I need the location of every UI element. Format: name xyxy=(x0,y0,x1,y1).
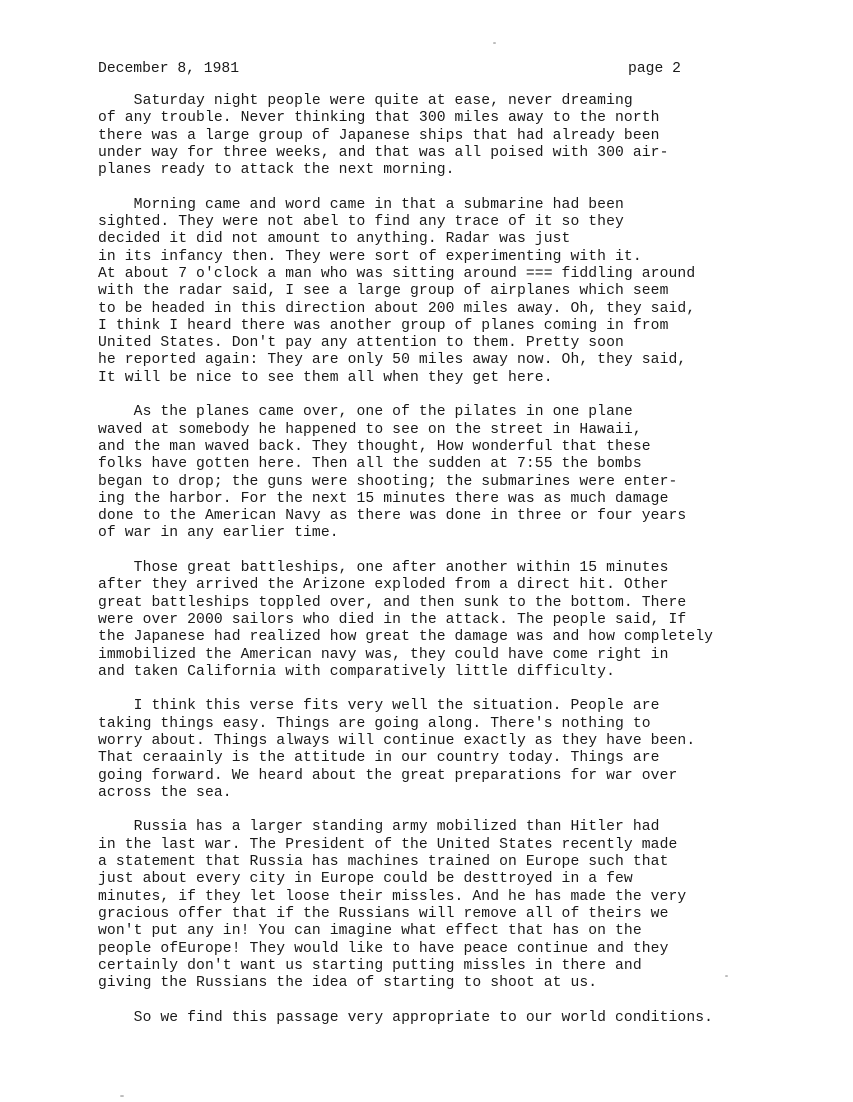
text-line: he reported again: They are only 50 miles away now. Oh, they said, xyxy=(98,352,687,369)
text-line: Morning came and word came in that a submarine had been xyxy=(98,196,624,213)
scan-speck xyxy=(120,1095,124,1097)
text-line: under way for three weeks, and that was all poised with 300 air- xyxy=(98,144,669,161)
text-line: taking things easy. Things are going along. There's nothing to xyxy=(98,715,651,732)
text-line: there was a large group of Japanese ships that had already been xyxy=(98,127,660,144)
text-line: Saturday night people were quite at ease, never dreaming xyxy=(98,93,633,109)
text-line: It will be nice to see them all when they get here. xyxy=(98,369,553,386)
text-line: waved at somebody he happened to see on the street in Hawaii, xyxy=(98,421,642,438)
text-line: gracious offer that if the Russians will remove all of theirs we xyxy=(98,905,669,922)
paragraph xyxy=(98,197,838,387)
text-line: giving the Russians the idea of starting to shoot at us. xyxy=(98,975,598,992)
text-line: with the radar said, I see a large group of airplanes which seem xyxy=(98,283,669,300)
text-line: going forward. We heard about the great preparations for war over xyxy=(98,767,678,784)
text-line: in its infancy then. They were sort of experimenting with it. xyxy=(98,248,642,265)
text-line: the Japanese had realized how great the damage was and how completely xyxy=(98,629,714,646)
header-date: December 8, 1981 xyxy=(98,61,240,77)
text-line: and the man waved back. They thought, How wonderful that these xyxy=(98,438,651,455)
text-line: people ofEurope! They would like to have peace continue and they xyxy=(98,940,669,957)
text-line: to be headed in this direction about 200 miles away. Oh, they said, xyxy=(98,300,696,317)
text-line: Those great battleships, one after another within 15 minutes xyxy=(98,560,669,577)
text-line: folks have gotten here. Then all the sudden at 7:55 the bombs xyxy=(98,456,642,473)
scan-speck xyxy=(493,42,496,44)
text-line: of war in any earlier time. xyxy=(98,525,339,542)
text-line: United States. Don't pay any attention to them. Pretty soon xyxy=(98,335,624,352)
text-line: across the sea. xyxy=(98,784,232,801)
text-line: Russia has a larger standing army mobilized than Hitler had xyxy=(98,819,660,836)
header-page-number: page 2 xyxy=(628,61,681,77)
text-line: a statement that Russia has machines trained on Europe such that xyxy=(98,854,669,871)
text-line: in the last war. The President of the United States recently made xyxy=(98,836,678,853)
text-line: So we find this passage very appropriate to our world conditions. xyxy=(98,1009,714,1026)
text-line: planes ready to attack the next morning. xyxy=(98,162,455,179)
text-line: That ceraainly is the attitude in our country today. Things are xyxy=(98,750,660,767)
text-line: of any trouble. Never thinking that 300 miles away to the north xyxy=(98,110,660,127)
text-line: minutes, if they let loose their missles. And he has made the very xyxy=(98,888,687,905)
text-line: began to drop; the guns were shooting; the submarines were enter- xyxy=(98,473,678,490)
text-line: just about every city in Europe could be desttroyed in a few xyxy=(98,871,633,888)
paragraph xyxy=(98,1010,838,1027)
text-line: immobilized the American navy was, they could have come right in xyxy=(98,646,669,663)
page-header xyxy=(98,61,698,81)
text-line: were over 2000 sailors who died in the attack. The people said, If xyxy=(98,611,687,628)
text-line: won't put any in! You can imagine what effect that has on the xyxy=(98,923,642,940)
text-line: ing the harbor. For the next 15 minutes there was as much damage xyxy=(98,490,669,507)
paragraph xyxy=(98,819,838,992)
text-line: and taken California with comparatively little difficulty. xyxy=(98,663,616,680)
text-line: I think I heard there was another group of planes coming in from xyxy=(98,317,669,334)
paragraph xyxy=(98,698,838,802)
paragraph xyxy=(98,404,838,542)
paragraph xyxy=(98,560,838,681)
paragraph xyxy=(98,93,838,179)
text-line: great battleships toppled over, and then sunk to the bottom. There xyxy=(98,594,687,611)
text-line: sighted. They were not abel to find any trace of it so they xyxy=(98,214,624,231)
text-line: decided it did not amount to anything. Radar was just xyxy=(98,231,571,248)
text-line: As the planes came over, one of the pilates in one plane xyxy=(98,404,633,421)
letter-body xyxy=(98,93,838,1044)
text-line: worry about. Things always will continue exactly as they have been. xyxy=(98,732,696,749)
text-line: I think this verse fits very well the situation. People are xyxy=(98,698,660,715)
text-line: At about 7 o'clock a man who was sitting around === fiddling around xyxy=(98,265,696,282)
text-line: certainly don't want us starting putting missles in there and xyxy=(98,957,642,974)
scan-speck xyxy=(725,975,728,977)
text-line: after they arrived the Arizone exploded from a direct hit. Other xyxy=(98,577,669,594)
text-line: done to the American Navy as there was done in three or four years xyxy=(98,508,687,525)
